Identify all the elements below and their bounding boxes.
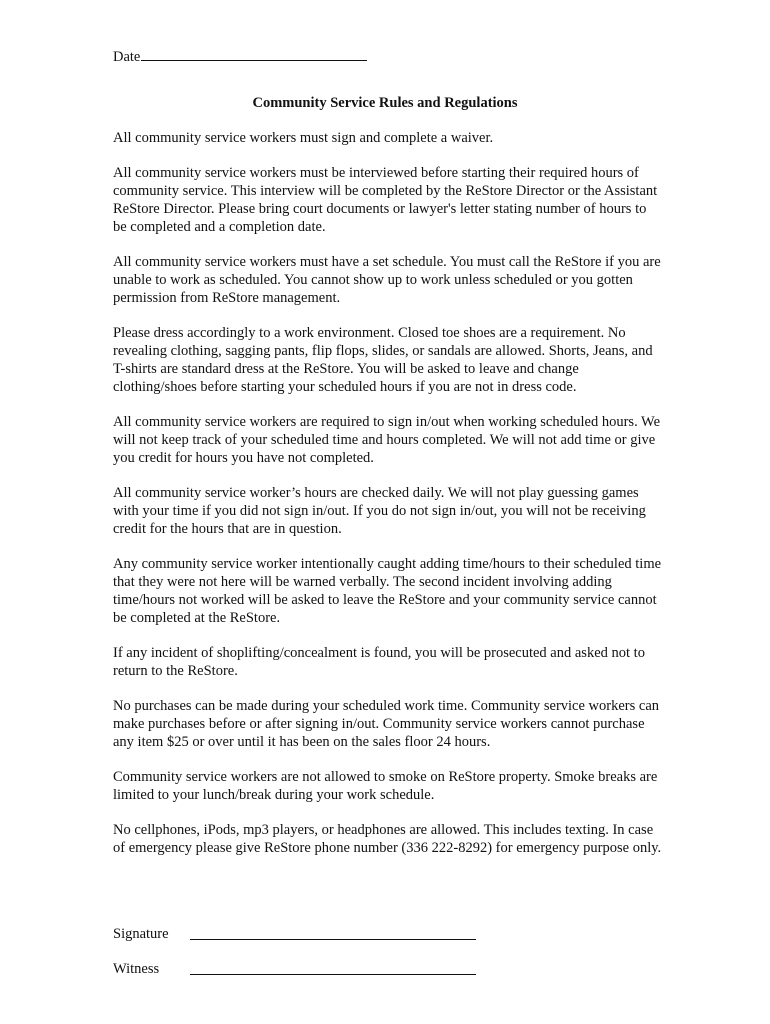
signature-label: Signature xyxy=(113,926,169,942)
rule-paragraph-shoplifting: If any incident of shoplifting/concealment is found, you will be prosecuted and asked not to return to the ReStore. xyxy=(113,645,645,679)
rules-body xyxy=(113,129,663,874)
rule-paragraph-smoking: Community service workers are not allowed to smoke on ReStore property. Smoke breaks are limited to your lunch/break during your work schedule. xyxy=(113,769,658,803)
rule-paragraph-purchases: No purchases can be made during your scheduled work time. Community service workers can make purchases before or after signing in/out. Community service workers cannot purchase any item $25 or over until it has been on the sales floor 24 hours. xyxy=(113,698,660,750)
witness-blank-line[interactable] xyxy=(190,974,476,975)
signature-blank-line[interactable] xyxy=(190,939,476,940)
signature-field xyxy=(113,925,169,943)
date-label: Date xyxy=(113,49,141,65)
rule-paragraph-dress-code: Please dress accordingly to a work environment. Closed toe shoes are a requirement. No revealing clothing, sagging pants, flip flops, slides, or sandals are allowed. Shorts, Jeans, and T-shirts are standard dress at the ReStore. You will be asked to leave and change clothing/shoes before starting your scheduled hours if you are not in dress code. xyxy=(113,325,653,395)
rule-paragraph-interview: All community service workers must be interviewed before starting their required hours of community service. This interview will be completed by the ReStore Director or the Assistant ReStore Director. Please bring court documents or lawyer's letter stating number of hours to be completed and a completion date. xyxy=(113,165,658,235)
rule-paragraph-waiver: All community service workers must sign and complete a waiver. xyxy=(113,130,494,146)
rule-paragraph-adding-time: Any community service worker intentionally caught adding time/hours to their scheduled time that they were not here will be warned verbally. The second incident involving adding time/hours not worked will be asked to leave the ReStore and your community service cannot be completed at the ReStore. xyxy=(113,556,662,626)
rule-paragraph-cellphones: No cellphones, iPods, mp3 players, or headphones are allowed. This includes texting. In case of emergency please give ReStore phone number (336 222-8292) for emergency purpose only. xyxy=(113,822,662,856)
rule-paragraph-schedule: All community service workers must have a set schedule. You must call the ReStore if you are unable to work as scheduled. You cannot show up to work unless scheduled or you gotten permission from ReStore management. xyxy=(113,254,661,306)
date-field xyxy=(113,47,367,66)
date-blank-line[interactable] xyxy=(141,47,367,61)
witness-field xyxy=(113,960,159,978)
document-title: Community Service Rules and Regulations xyxy=(252,95,518,111)
witness-label: Witness xyxy=(113,961,160,977)
rule-paragraph-hours-checked: All community service worker’s hours are checked daily. We will not play guessing games with your time if you did not sign in/out. If you do not sign in/out, you will not be receiving credit for the hours that are in question. xyxy=(113,485,646,537)
rule-paragraph-sign-in-out: All community service workers are required to sign in/out when working scheduled hours. We will not keep track of your scheduled time and hours completed. We will not add time or give you credit for hours you have not completed. xyxy=(113,414,661,466)
